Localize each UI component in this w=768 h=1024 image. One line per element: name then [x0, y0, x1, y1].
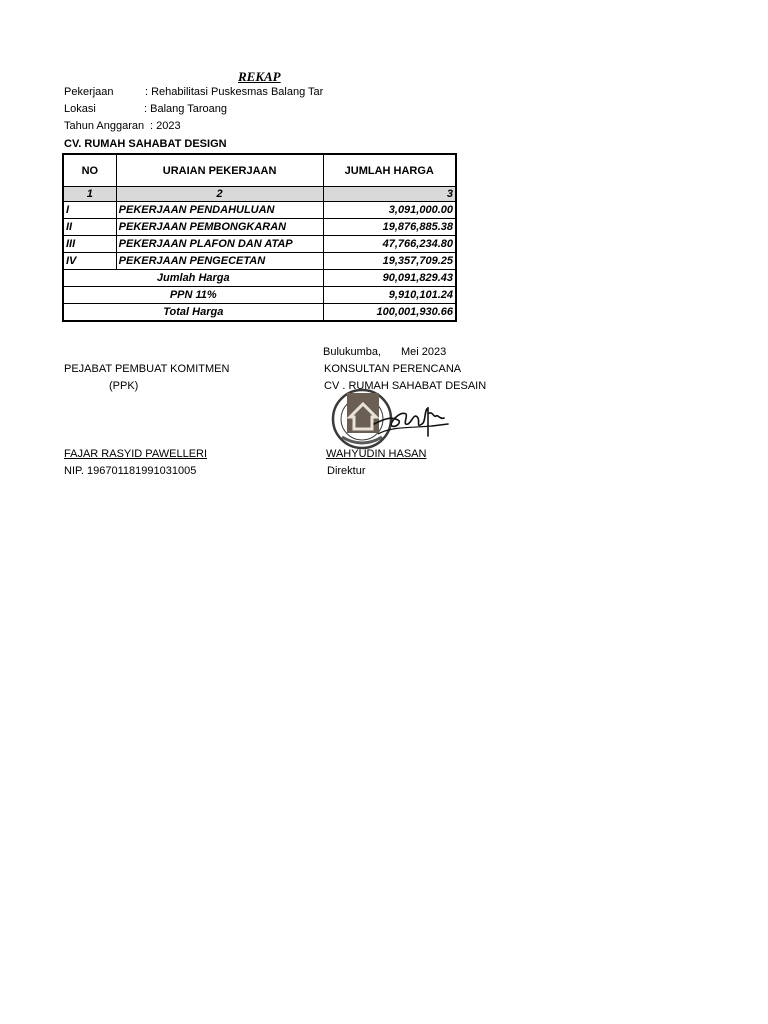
row-no: III [63, 236, 116, 253]
document-title: REKAP [238, 69, 281, 84]
pekerjaan-label: Pekerjaan [64, 86, 114, 98]
table-row [63, 236, 456, 253]
tahun-anggaran-value: : 2023 [150, 120, 181, 132]
summary-label: PPN 11% [63, 287, 323, 304]
right-signatory-name: WAHYUDIN HASAN [326, 448, 427, 460]
row-amount: 19,357,709.25 [323, 253, 456, 270]
left-role-abbr: (PPK) [109, 380, 139, 392]
left-signatory-name: FAJAR RASYID PAWELLERI [64, 448, 208, 460]
column-number-2: 2 [116, 187, 323, 202]
column-number-1: 1 [63, 187, 116, 202]
row-no: I [63, 202, 116, 219]
table-row [63, 202, 456, 219]
summary-label: Jumlah Harga [63, 270, 323, 287]
row-amount: 3,091,000.00 [323, 202, 456, 219]
table-header-row [63, 154, 456, 187]
lokasi-value: : Balang Taroang [144, 103, 227, 115]
table-row [63, 253, 456, 270]
row-desc: PEKERJAAN PENGECETAN [116, 253, 323, 270]
right-signatory-title: Direktur [327, 465, 366, 477]
summary-row-ppn [63, 287, 456, 304]
company-name: CV. RUMAH SAHABAT DESIGN [64, 138, 227, 150]
row-no: II [63, 219, 116, 236]
header-jumlah-harga: JUMLAH HARGA [323, 154, 456, 187]
row-amount: 19,876,885.38 [323, 219, 456, 236]
row-amount: 47,766,234.80 [323, 236, 456, 253]
row-desc: PEKERJAAN PENDAHULUAN [116, 202, 323, 219]
header-uraian: URAIAN PEKERJAAN [116, 154, 323, 187]
rekap-table [62, 153, 457, 322]
column-number-3: 3 [323, 187, 456, 202]
left-signatory-nip: NIP. 196701181991031005 [64, 465, 197, 477]
summary-amount: 100,001,930.66 [323, 304, 456, 322]
right-company: CV . RUMAH SAHABAT DESAIN [324, 380, 487, 392]
tahun-anggaran-label: Tahun Anggaran [64, 120, 145, 132]
signature-icon [372, 396, 450, 444]
left-role: PEJABAT PEMBUAT KOMITMEN [64, 363, 230, 375]
pekerjaan-value: : Rehabilitasi Puskesmas Balang Tar [145, 86, 324, 98]
row-desc: PEKERJAAN PEMBONGKARAN [116, 219, 323, 236]
summary-amount: 9,910,101.24 [323, 287, 456, 304]
summary-amount: 90,091,829.43 [323, 270, 456, 287]
row-desc: PEKERJAAN PLAFON DAN ATAP [116, 236, 323, 253]
place-city: Bulukumba, [323, 346, 382, 358]
row-no: IV [63, 253, 116, 270]
summary-row-jumlah [63, 270, 456, 287]
column-number-row [63, 187, 456, 202]
place-date: Mei 2023 [401, 346, 447, 358]
table-row [63, 219, 456, 236]
right-role: KONSULTAN PERENCANA [324, 363, 462, 375]
summary-row-total [63, 304, 456, 322]
header-no: NO [63, 154, 116, 187]
lokasi-label: Lokasi [64, 103, 96, 115]
summary-label: Total Harga [63, 304, 323, 322]
